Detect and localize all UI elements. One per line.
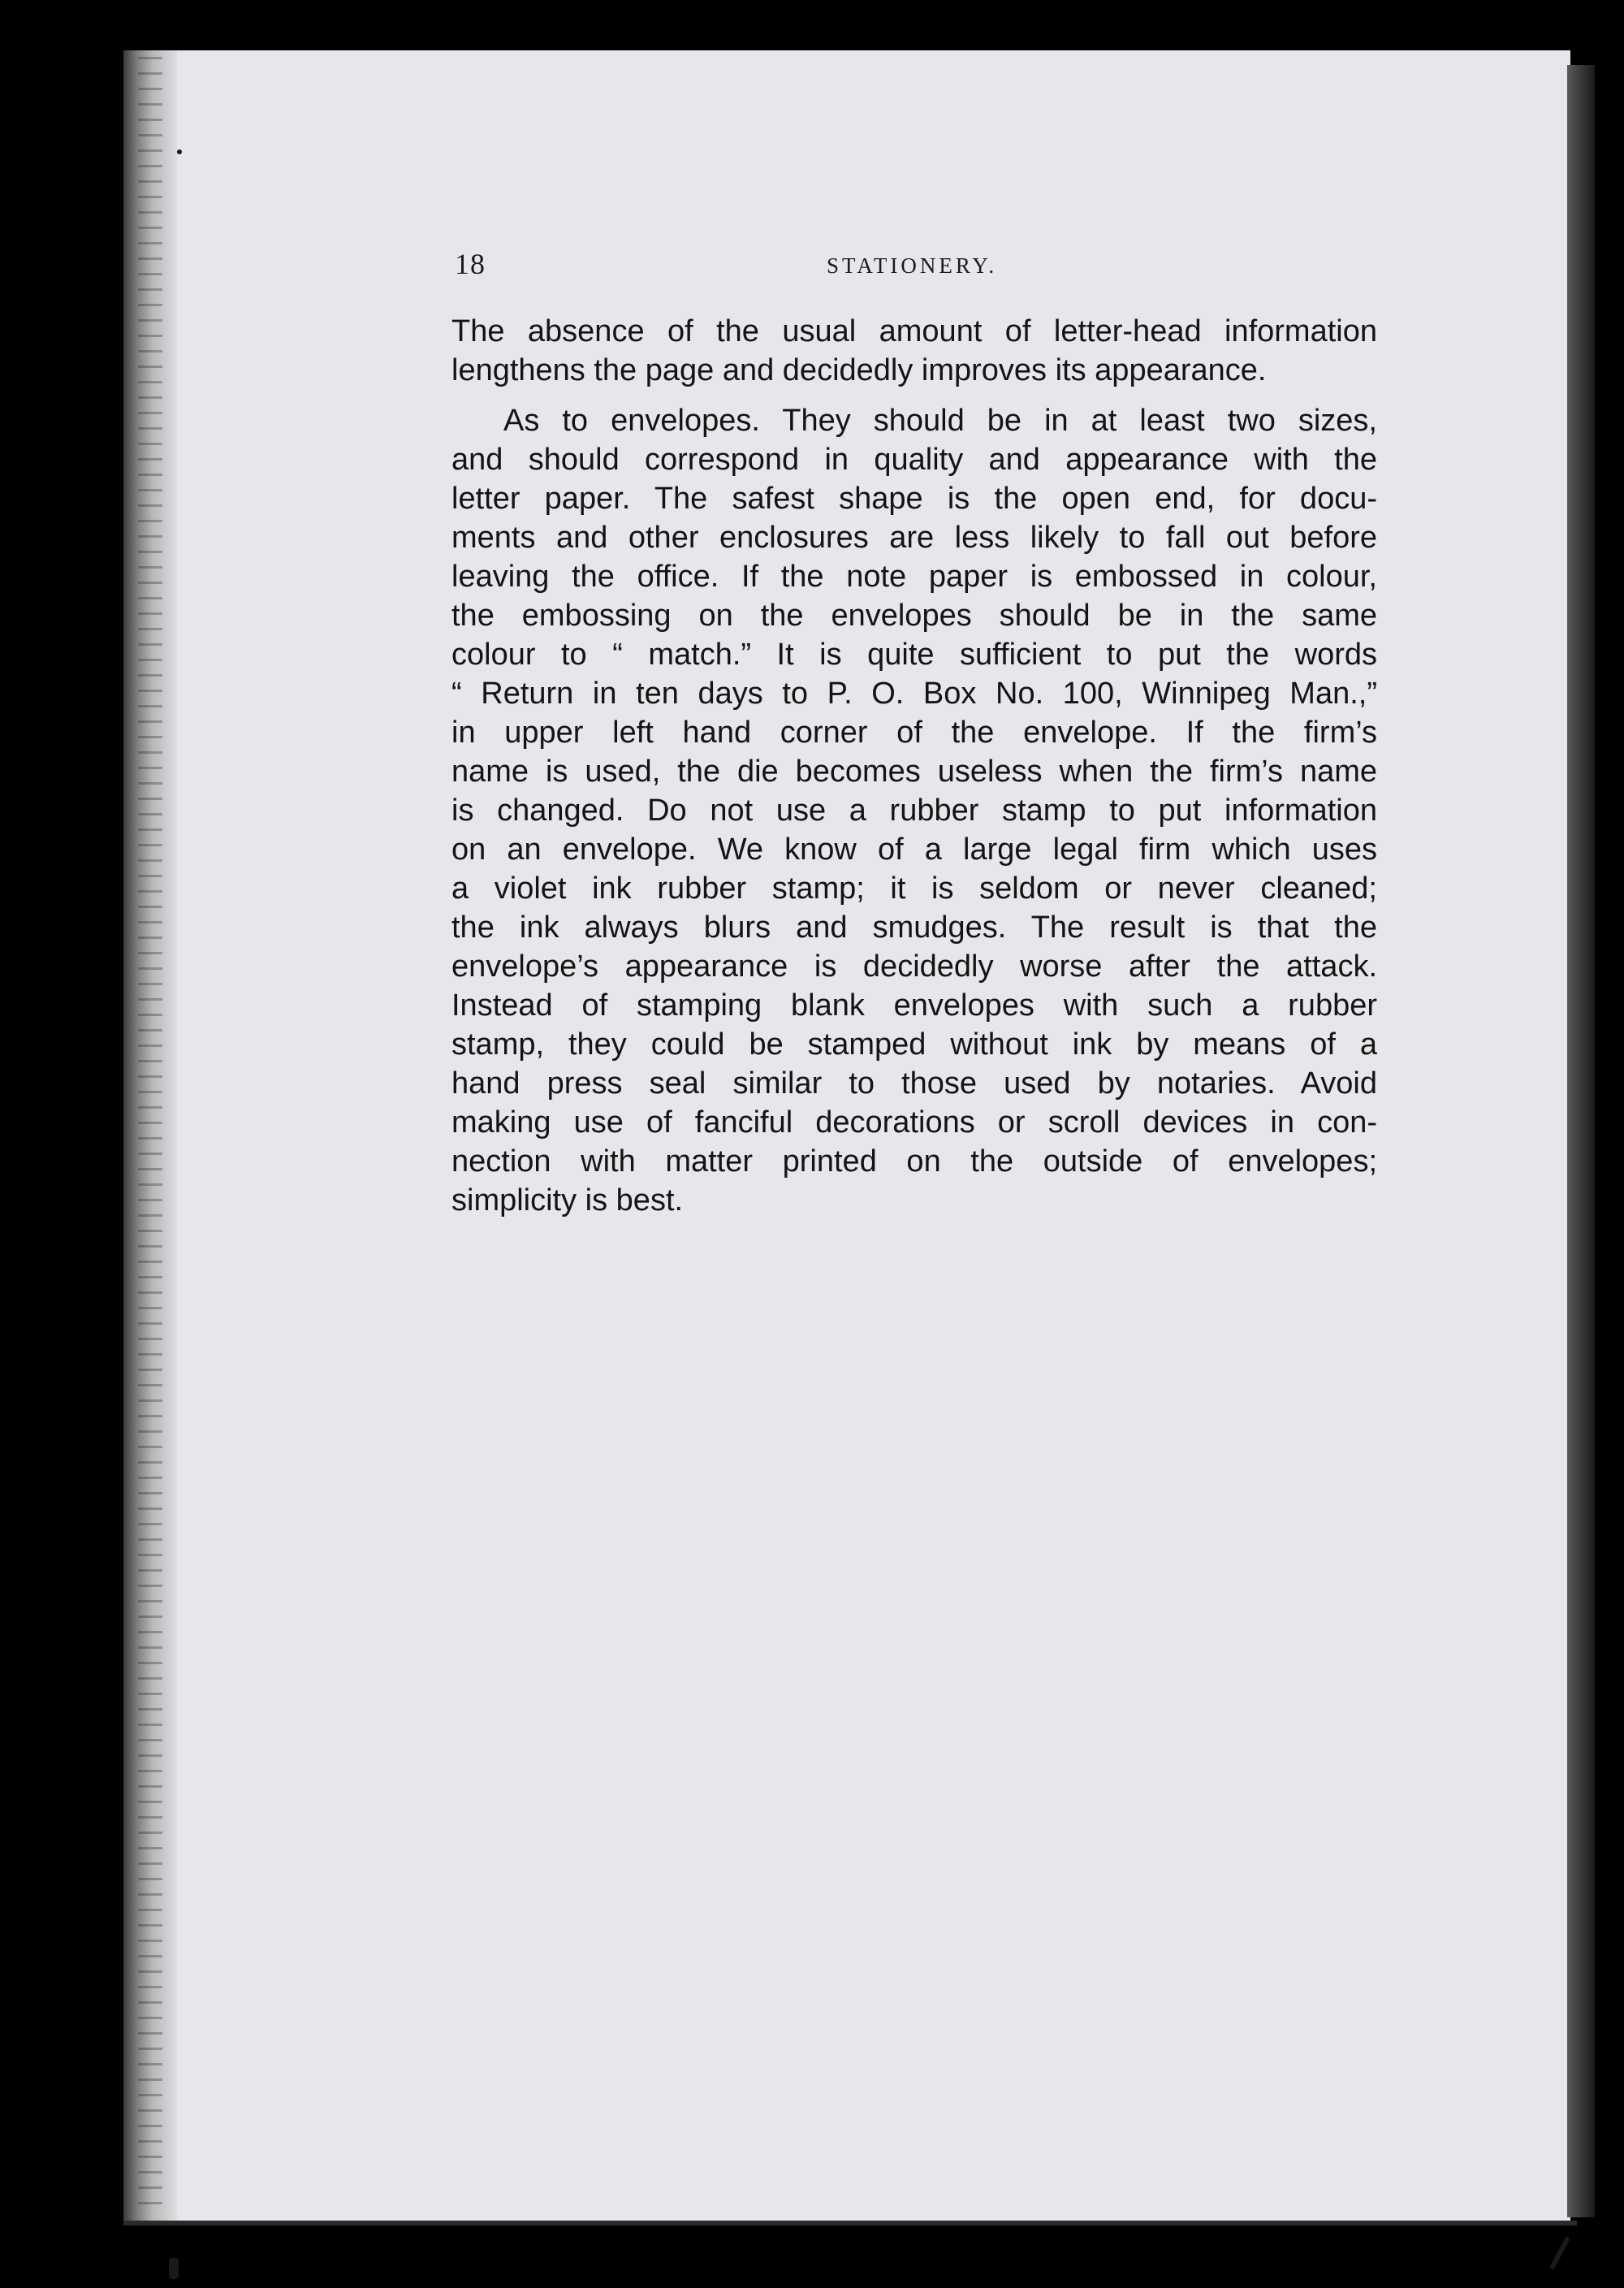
text-line: ments and other enclosures are less likely to fall out before [451, 521, 1377, 555]
text-line: stamp, they could be stamped without ink by means of a [451, 1027, 1377, 1062]
text-line: colour to “ match.” It is quite sufficient to put the words [451, 638, 1377, 672]
text-line: in upper left hand corner of the envelope. If the firm’s [451, 716, 1377, 750]
paragraph [451, 312, 1377, 390]
text-line: As to envelopes. They should be in at least two sizes, [503, 404, 1377, 438]
spine-binding-texture [138, 57, 162, 2217]
text-line: and should correspond in quality and appearance with the [451, 443, 1377, 477]
page-bottom-edge [123, 2221, 1577, 2225]
text-line: The absence of the usual amount of letter-head information [451, 314, 1377, 348]
body-text [451, 312, 1377, 1220]
text-line: on an envelope. We know of a large legal firm which uses [451, 833, 1377, 867]
running-head [455, 244, 1380, 292]
text-line: hand press seal similar to those used by notaries. Avoid [451, 1066, 1377, 1101]
text-line: nection with matter printed on the outside of envelopes; [451, 1144, 1377, 1179]
page-right-edge [1567, 65, 1595, 2217]
text-line: simplicity is best. [451, 1183, 684, 1218]
scan-speck [177, 149, 182, 154]
text-line: a violet ink rubber stamp; it is seldom or never cleaned; [451, 872, 1377, 906]
chapter-title: STATIONERY. [827, 253, 998, 278]
text-line: the embossing on the envelopes should be in the same [451, 599, 1377, 633]
scan-speck [169, 2258, 179, 2279]
text-line: envelope’s appearance is decidedly worse after the attack. [451, 949, 1377, 984]
text-line: “ Return in ten days to P. O. Box No. 100, Winnipeg Man.,” [451, 677, 1377, 711]
text-line: Instead of stamping blank envelopes with such a rubber [451, 988, 1377, 1023]
text-line: making use of fanciful decorations or scroll devices in con- [451, 1105, 1377, 1140]
paragraph [451, 401, 1377, 1220]
text-line: lengthens the page and decidedly improves its appearance. [451, 353, 1267, 387]
text-line: the ink always blurs and smudges. The result is that the [451, 910, 1377, 945]
page-number: 18 [455, 248, 486, 280]
text-line: letter paper. The safest shape is the open end, for docu- [451, 482, 1377, 516]
paragraph-gap [451, 390, 1377, 401]
text-line: name is used, the die becomes useless when the firm’s name [451, 755, 1377, 789]
text-line: is changed. Do not use a rubber stamp to put information [451, 794, 1377, 828]
text-line: leaving the office. If the note paper is embossed in colour, [451, 560, 1377, 594]
